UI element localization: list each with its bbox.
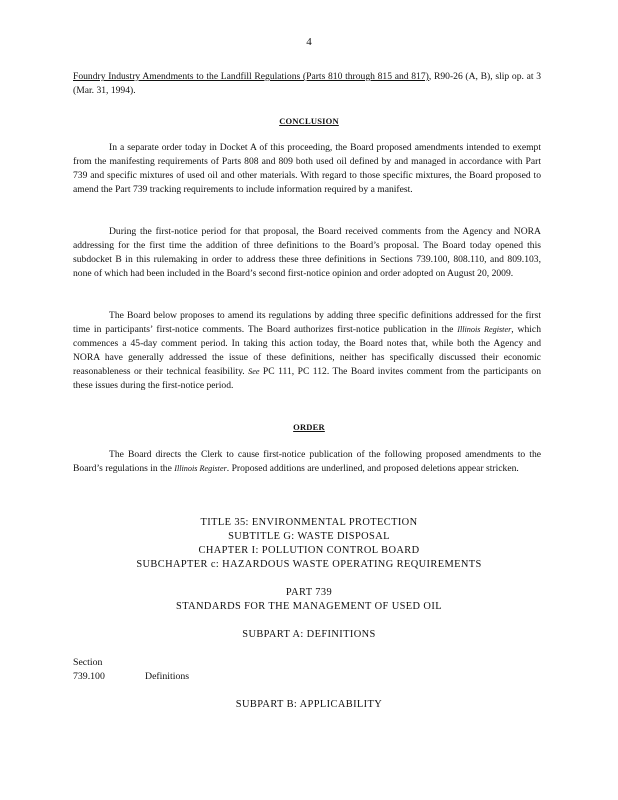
part-title-line: STANDARDS FOR THE MANAGEMENT OF USED OIL — [176, 601, 442, 612]
page-number: 4 — [306, 36, 312, 48]
citation-paragraph — [73, 70, 541, 98]
journal-title: Illinois Register — [174, 464, 227, 473]
code-title-line: TITLE 35: ENVIRONMENTAL PROTECTION — [200, 517, 418, 528]
code-chapter-line: CHAPTER I: POLLUTION CONTROL BOARD — [198, 545, 420, 556]
journal-title: Illinois Register — [457, 325, 512, 334]
subpart-b-heading: SUBPART B: APPLICABILITY — [235, 699, 383, 710]
order-paragraph: The Board directs the Clerk to cause first-notice publication of the following proposed amendments to the Board’s regulations in the Illinois Register. Proposed additions are underlined, and proposed deletions appear stricken. — [73, 449, 541, 474]
code-subchapter-line: SUBCHAPTER c: HAZARDOUS WASTE OPERATING REQUIREMENTS — [136, 559, 482, 570]
part-number-line: PART 739 — [285, 587, 333, 598]
code-subtitle-line: SUBTITLE G: WASTE DISPOSAL — [228, 531, 390, 542]
section-title: Definitions — [145, 671, 190, 682]
conclusion-paragraph-1: In a separate order today in Docket A of this proceeding, the Board proposed amendments intended to exempt from the manifesting requirements of Parts 808 and 809 both used oil defined by and managed in accordance with Part 739 and specific mixtures of used oil and other materials. With regard to those specific mixtures, the Board proposed to amend the Part 739 tracking requirements to include information required by a manifest. — [73, 142, 541, 195]
conclusion-heading: CONCLUSION — [279, 116, 339, 126]
order-heading: ORDER — [293, 422, 325, 432]
section-number: 739.100 — [73, 671, 105, 682]
conclusion-paragraph-3: The Board below proposes to amend its regulations by adding three specific definitions addressed for the first time in participants’ first-notice comments. The Board authorizes first-notice publication in the Illinois Register, which commences a 45-day comment period. In taking this action today, the Board notes that, while both the Agency and NORA have generally addressed the issue of these definitions, neither has specifically discussed their economic reasonableness or their technical feasibility. See PC 111, PC 112. The Board invites comment from the participants on these issues during the first-notice period. — [73, 310, 541, 391]
citation-case-title: Foundry Industry Amendments to the Landfill Regulations (Parts 810 through 815 and 817) — [73, 71, 429, 82]
subpart-a-heading: SUBPART A: DEFINITIONS — [242, 629, 376, 640]
section-label: Section — [73, 657, 103, 668]
signal-word: See — [248, 367, 260, 376]
citation-reference: , R90-26 (A, B), slip op. at 3 (Mar. 31, 1994). — [73, 71, 542, 96]
conclusion-paragraph-2: During the first-notice period for that proposal, the Board received comments from the Agency and NORA addressing for the first time the addition of three definitions to the Board’s proposal. The Board today opened this subdocket B in this rulemaking in order to address these three definitions in Sections 739.100, 808.110, and 809.103, none of which had been included in the Board’s second first-notice opinion and order adopted on August 20, 2009. — [73, 226, 541, 279]
